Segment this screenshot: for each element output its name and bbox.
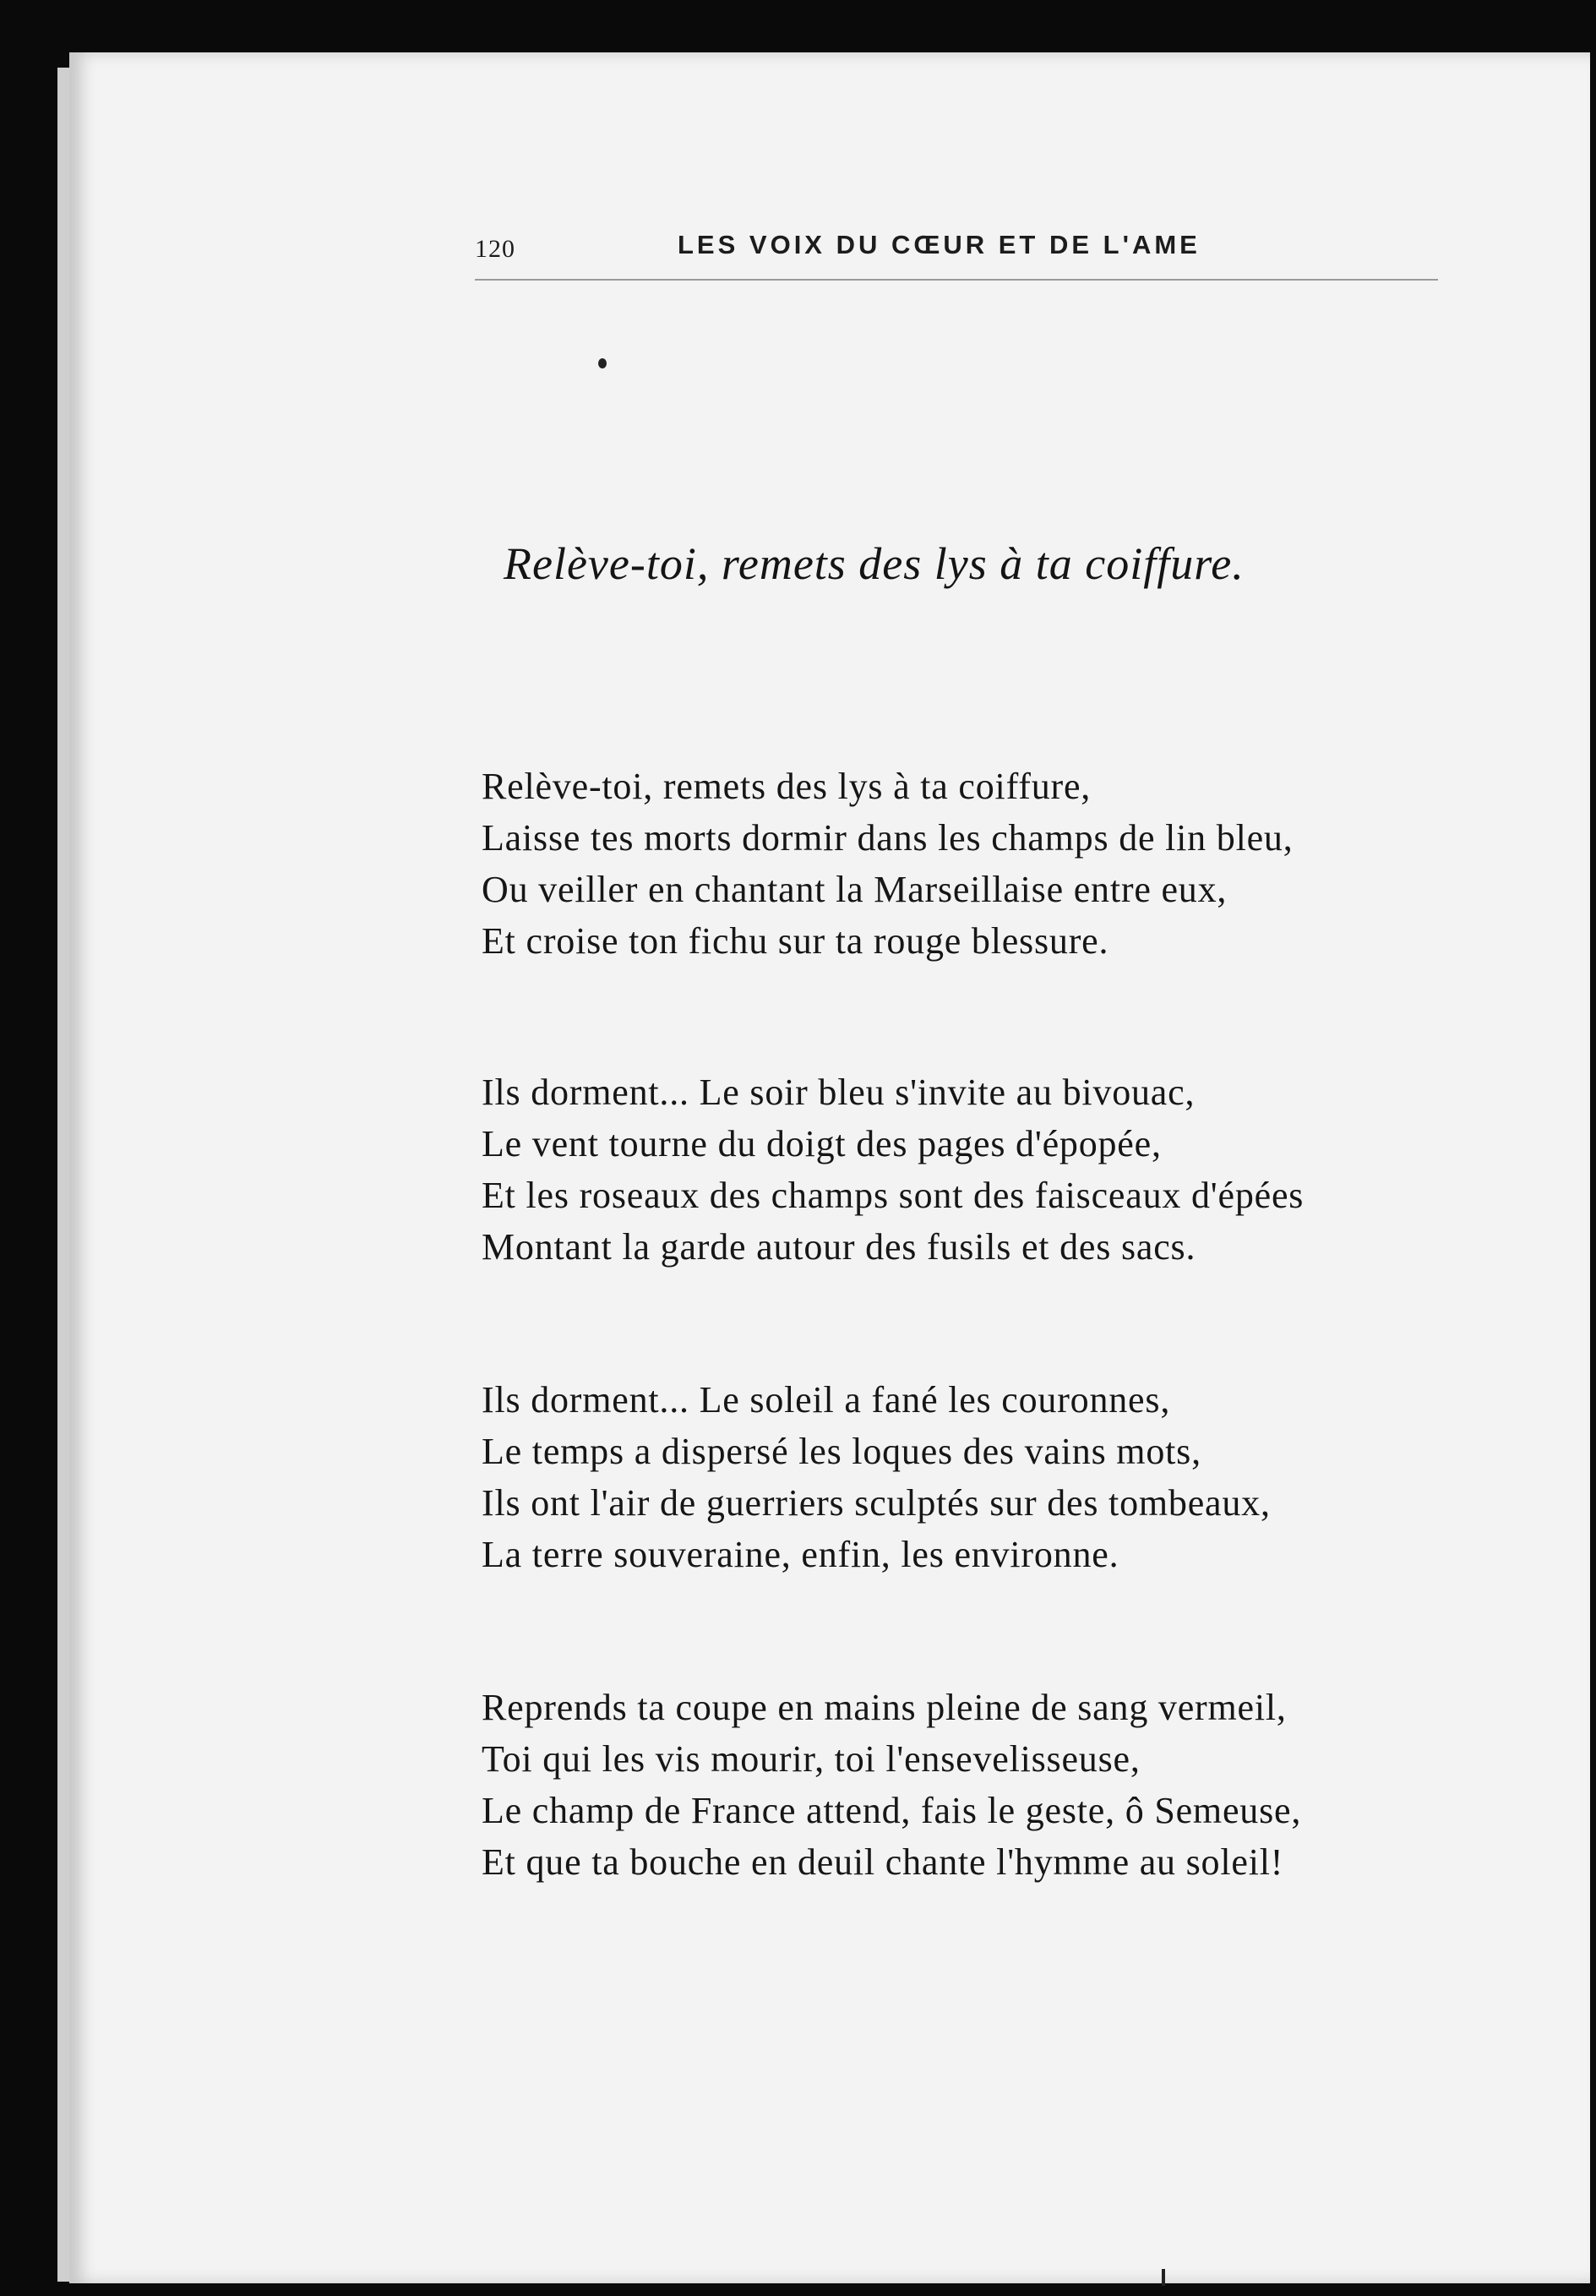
verse-line: Ou veiller en chantant la Marseillaise entre eux, (482, 869, 1228, 910)
ink-speck (598, 358, 607, 368)
stanza-2 (482, 1066, 1546, 1273)
verse-line: Ils dorment... Le soir bleu s'invite au bivouac, (482, 1072, 1196, 1113)
stanza-3 (482, 1374, 1546, 1580)
verse-line: Le vent tourne du doigt des pages d'épopée, (482, 1123, 1162, 1164)
verse-line: Le temps a dispersé les loques des vains mots, (482, 1431, 1201, 1472)
running-header (475, 230, 1438, 281)
verse-line: Laisse tes morts dormir dans les champs de lin bleu, (482, 817, 1294, 859)
page-number: 120 (475, 235, 515, 263)
verse-line: Ils ont l'air de guerriers sculptés sur des tombeaux, (482, 1482, 1271, 1524)
verse-line: Relève-toi, remets des lys à ta coiffure, (482, 766, 1092, 807)
verse-line: Ils dorment... Le soleil a fané les couronnes, (482, 1379, 1171, 1421)
verse-line: Et que ta bouche en deuil chante l'hymme au soleil! (482, 1841, 1284, 1883)
bottom-ink-mark (1162, 2269, 1165, 2286)
stanza-4 (482, 1682, 1546, 1888)
header-rule (475, 279, 1438, 281)
verse-line: Et les roseaux des champs sont des faisceaux d'épées (482, 1175, 1305, 1216)
running-title: LES VOIX DU CŒUR ET DE L'AME (678, 230, 1201, 259)
verse-line: Montant la garde autour des fusils et des sacs. (482, 1226, 1196, 1268)
verse-line: Et croise ton fichu sur ta rouge blessure. (482, 920, 1109, 962)
verse-line: Le champ de France attend, fais le geste, ô Semeuse, (482, 1790, 1302, 1831)
verse-line: Toi qui les vis mourir, toi l'ensevelisseuse, (482, 1738, 1141, 1780)
stanza-1 (482, 761, 1546, 967)
verse-line: Reprends ta coupe en mains pleine de sang vermeil, (482, 1687, 1287, 1728)
poem-title: Relève-toi, remets des lys à ta coiffure. (504, 538, 1245, 589)
verse-line: La terre souveraine, enfin, les environne. (482, 1534, 1119, 1575)
